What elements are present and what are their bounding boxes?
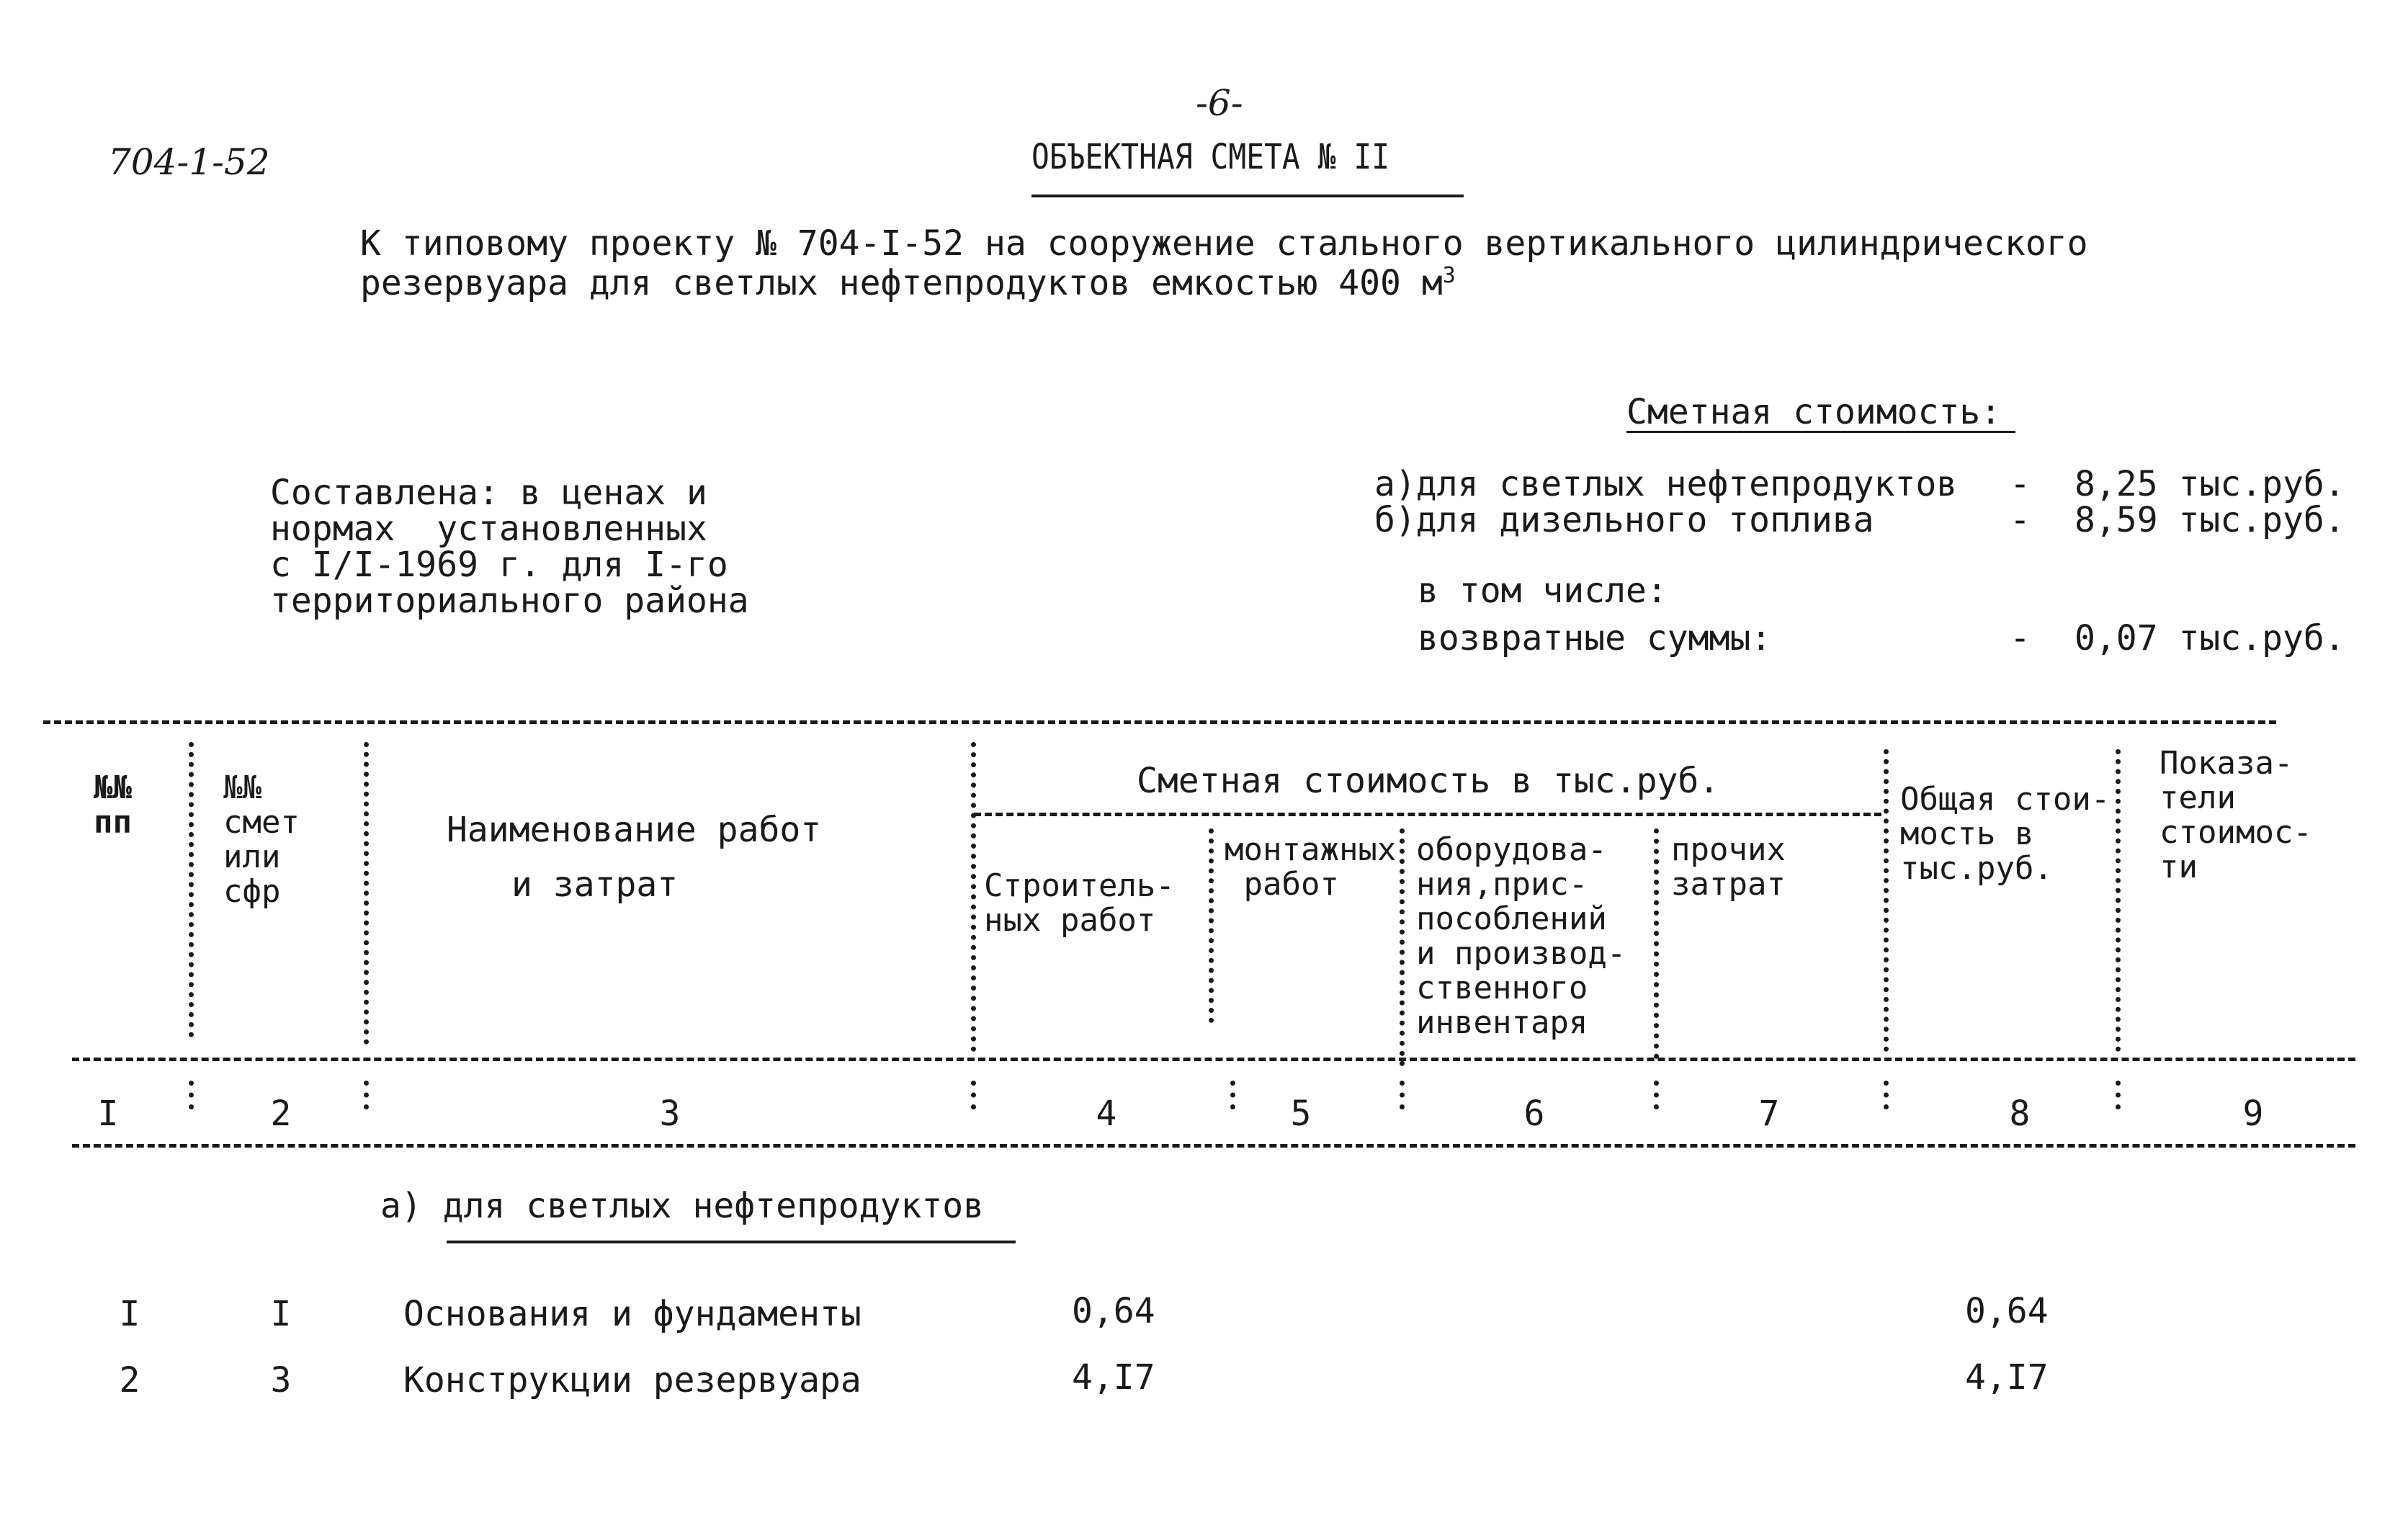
column-number: 3 <box>659 1094 681 1134</box>
column-divider <box>2116 1081 2121 1109</box>
page-number: -6- <box>1196 82 1243 124</box>
header-estimated-cost-group: Сметная стоимость в тыс.руб. <box>1137 761 1720 801</box>
column-divider <box>1654 828 1659 1059</box>
title-underline <box>1031 195 1464 197</box>
subtitle-superscript: 3 <box>1442 263 1456 288</box>
estimate-ref: 3 <box>270 1360 292 1400</box>
column-divider <box>1209 828 1214 1023</box>
total-cost: 0,64 <box>1965 1291 2049 1331</box>
work-name: Конструкции резервуара <box>403 1360 861 1400</box>
row-number: I <box>119 1294 140 1334</box>
header-row-number: №№ пп <box>94 769 132 841</box>
column-divider <box>1230 1081 1235 1109</box>
returnable-value: 0,07 тыс.руб. <box>2074 618 2345 658</box>
cost-item-label: б)для дизельного топлива <box>1374 500 1874 540</box>
header-equipment: оборудова- ния,прис- пособлений и производ- ственного инвентаря <box>1416 831 1626 1041</box>
header-name-line-2: и затрат <box>511 864 679 905</box>
document-code: 704-1-52 <box>108 141 270 183</box>
cost-item-dash: - <box>2010 500 2031 540</box>
cost-item-label: а)для светлых нефтепродуктов <box>1374 464 1958 504</box>
column-divider <box>1654 1081 1659 1109</box>
group-header-rule <box>974 813 1881 816</box>
column-divider <box>2116 749 2121 1052</box>
cost-item-value: 8,25 тыс.руб. <box>2074 464 2345 504</box>
column-number: 6 <box>1523 1094 1545 1134</box>
subtitle-line-2: резервуара для светлых нефтепродуктов емкостью 400 $м^3$ <box>360 263 1456 303</box>
section-title-underline <box>447 1241 1016 1243</box>
numbers-bottom-rule <box>72 1144 2355 1148</box>
column-number: 2 <box>270 1094 292 1134</box>
estimate-ref: I <box>270 1294 292 1334</box>
header-other-costs: прочих затрат <box>1671 831 1786 903</box>
column-number: 5 <box>1290 1094 1312 1134</box>
cost-item-dash: - <box>2010 464 2031 504</box>
header-installation-work: монтажных работ <box>1225 831 1397 903</box>
cost-heading-underline <box>1626 431 2015 433</box>
column-divider <box>971 1081 976 1109</box>
compiled-line-4: территориального района <box>270 581 749 621</box>
column-divider <box>1884 749 1889 1052</box>
cost-item-value: 8,59 тыс.руб. <box>2074 500 2345 540</box>
column-divider <box>971 742 976 1052</box>
construction-cost: 0,64 <box>1072 1291 1155 1331</box>
header-construction-work: Строитель- ных работ <box>984 867 1175 939</box>
compiled-line-2: нормах установленных <box>270 509 707 549</box>
column-number: 9 <box>2242 1094 2264 1134</box>
including-label: в том числе: <box>1418 571 1668 611</box>
column-number: 7 <box>1758 1094 1780 1134</box>
column-divider <box>189 1081 194 1109</box>
header-name-line-1: Наименование работ <box>447 810 822 850</box>
construction-cost: 4,I7 <box>1072 1357 1155 1398</box>
column-number: 8 <box>2009 1094 2031 1134</box>
column-divider <box>364 1081 369 1109</box>
column-number: 4 <box>1096 1094 1117 1134</box>
work-name: Основания и фундаменты <box>403 1294 861 1334</box>
returnable-dash: - <box>2010 618 2031 658</box>
returnable-label: возвратные суммы: <box>1418 618 1772 658</box>
header-total-cost: Общая стои- мость в тыс.руб. <box>1900 781 2111 887</box>
header-cost-indicators: Показа- тели стоимос- ти <box>2159 745 2312 885</box>
column-divider <box>189 742 194 1037</box>
compiled-line-3: с I/I-1969 г. для I-го <box>270 545 728 585</box>
document-title: ОБЪЕКТНАЯ СМЕТА № II <box>1031 137 1390 177</box>
section-title: а) для светлых нефтепродуктов <box>380 1186 985 1226</box>
column-divider <box>364 742 369 1045</box>
cost-heading: Сметная стоимость: <box>1626 392 2002 432</box>
column-divider <box>1400 828 1405 1066</box>
header-estimate-number: №№ смет или сфр <box>223 769 300 910</box>
subtitle-line-1: К типовому проекту № 704-I-52 на сооружение стального вертикального цилиндрического <box>360 223 2088 264</box>
row-number: 2 <box>119 1360 140 1400</box>
column-number: I <box>97 1094 119 1134</box>
header-bottom-rule <box>72 1058 2355 1061</box>
total-cost: 4,I7 <box>1965 1357 2049 1398</box>
compiled-line-1: Составлена: в ценах и <box>270 473 707 513</box>
column-divider <box>1884 1081 1889 1109</box>
column-divider <box>1400 1081 1405 1109</box>
table-top-rule <box>43 720 2276 724</box>
